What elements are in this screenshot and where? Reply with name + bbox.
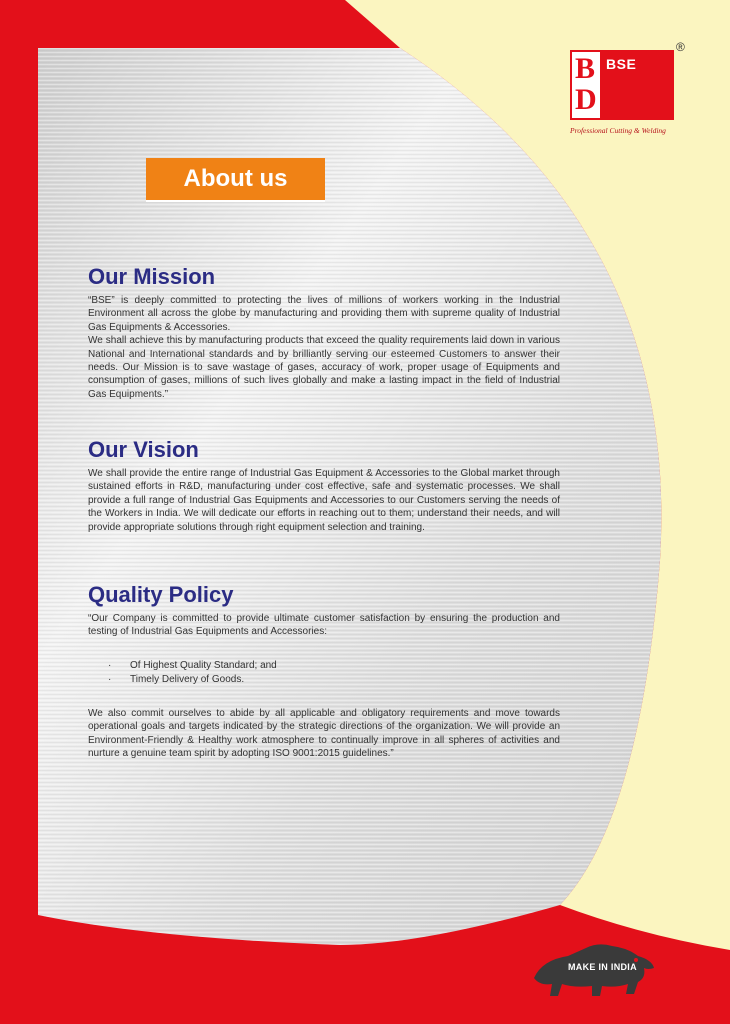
mission-section <box>88 264 560 401</box>
vision-paragraph: We shall provide the entire range of Industrial Gas Equipment & Accessories to the Global market through sustained efforts in R&D, manufacturing under cost effective, safe and systematic processes. We shall provide a full range of Industrial Gas Equipments and Accessories to our Customers serving the needs of the Workers in India. We will dedicate our efforts in reaching out to them; understand their needs, and will provide appropriate solutions through right equipment selection and training. <box>88 468 560 533</box>
vision-title: Our Vision <box>88 437 199 462</box>
logo-letter-top: B <box>575 52 596 85</box>
logo-letter-panel <box>572 52 600 118</box>
logo-letter-bottom: D <box>575 83 597 116</box>
bse-logo <box>570 40 685 140</box>
list-item: · Timely Delivery of Goods. <box>108 673 560 687</box>
make-in-india-logo <box>528 938 658 1002</box>
quality-section <box>88 582 560 760</box>
quality-bullet-list <box>108 659 560 687</box>
about-us-heading: About us <box>146 158 325 202</box>
quality-closing: We also commit ourselves to abide by all applicable and obligatory requirements and move towards operational goals and targets indicated by the strategic directions of the organization. We will provide an Environment-Friendly & Healthy work atmosphere to continually improve in all spheres of activities and nurture a genuine team spirit by adopting ISO 9001:2015 guidelines.” <box>88 707 560 760</box>
mission-paragraph-2: We shall achieve this by manufacturing products that exceed the quality requirements laid down in various National and International standards and by brilliantly serving our esteemed Customers to answer their needs. Our Mission is to save wastage of gases, accuracy of work, proper usage of Equipments and consumption of gases, millions of such lives globally and make a lasting impact in the field of Industrial Gas Equipments.” <box>88 335 560 400</box>
logo-badge <box>570 50 674 120</box>
logo-tagline: Professional Cutting & Welding <box>570 126 666 135</box>
mission-title: Our Mission <box>88 264 216 289</box>
quality-title: Quality Policy <box>88 582 234 607</box>
mission-paragraph-1: “BSE” is deeply committed to protecting the lives of millions of workers working in the Industrial Environment all across the globe by manufacturing and providing them with supreme quality of Industrial Gas Equipments & Accessories. <box>88 295 560 333</box>
registered-mark: ® <box>676 40 685 54</box>
quality-intro: “Our Company is committed to provide ultimate customer satisfaction by ensuring the production and testing of Industrial Gas Equipments and Accessories: <box>88 613 560 638</box>
make-in-india-label: MAKE IN INDIA <box>568 962 637 972</box>
vision-section <box>88 437 560 534</box>
list-item: · Of Highest Quality Standard; and <box>108 659 560 673</box>
logo-brand: BSE <box>606 56 637 72</box>
